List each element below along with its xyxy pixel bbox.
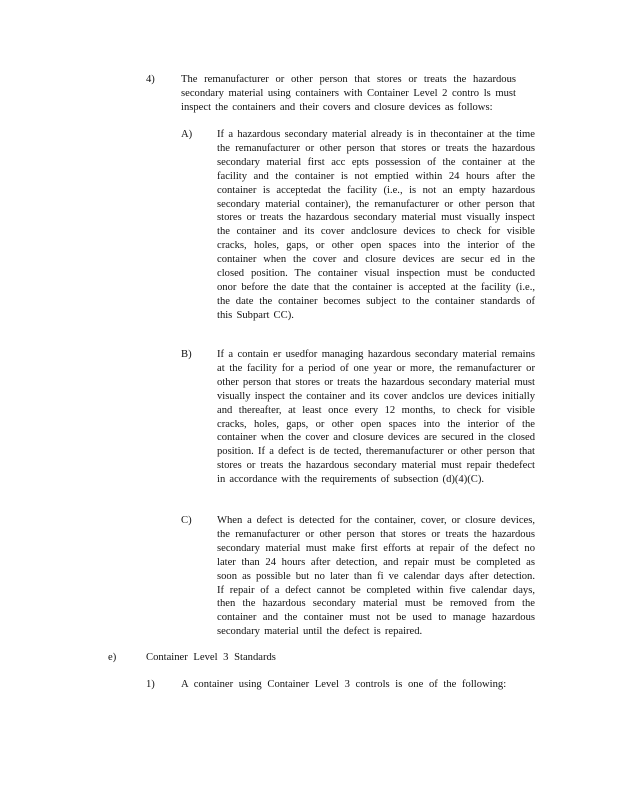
subitem-b-number: B) — [181, 349, 192, 360]
item-4-text: The remanufacturer or other person that stores or treats the hazardous secondary material using containers with Container Level 2 contro ls must inspect the containers and their covers and closure devices as follows: — [181, 74, 516, 113]
subitem-b-text: If a contain er usedfor managing hazardous secondary material remains at the facility for a period of one year or more, the remanufacturer or other person that stores or treats the hazardous secondary material must visually inspect the container and its cover andclos ure devices initially and thereafter, at least once every 12 months, to check for visible cracks, holes, gaps, or other open spaces into the interior of the container when the cover and closure devices are secured in the closed position. If a defect is de tected, theremanufacturer or other person that stores or treats the hazardous secondary material must repair thedefect in accordance with the requirements of subsection (d)(4)(C). — [217, 349, 535, 486]
item-4-number: 4) — [146, 74, 155, 85]
subitem-a-number: A) — [181, 129, 193, 140]
item-1-text: A container using Container Level 3 controls is one of the following: — [181, 679, 507, 690]
subitem-a-text: If a hazardous secondary material already is in thecontainer at the time the remanufacturer or other person that stores or treats the hazardous secondary material first acc epts possession of the container at the facility and the container is not emptied within 24 hours after the container is acceptedat the facility (i.e., is not an empty hazardous secondary material container), the remanufacturer or other person that stores or treats the hazardous secondary material must visually inspect the container and its cover andclosure devices to check for visible cracks, holes, gaps, or other open spaces into the interior of the container when the cover and closure devices are secur ed in the closed position. The container visual inspection must be conducted onor before the date that the container is accepted at the facility (i.e., the date the container becomes subject to the container standards of this Subpart CC). — [217, 129, 535, 321]
item-1-number: 1) — [146, 679, 155, 690]
section-e-number: e) — [108, 652, 117, 663]
section-e-heading: Container Level 3 Standards — [146, 652, 276, 663]
subitem-c-text: When a defect is detected for the container, cover, or closure devices, the remanufacturer or other person that stores or treats the hazardous secondary material must make first efforts at repair of the defect no later than 24 hours after detection, and repair must be completed as soon as possible but no later than fi ve calendar days after detection. If repair of a defect cannot be completed within five calendar days, then the hazardous secondary material must be removed from the container and the container must not be used to manage hazardous secondary material until the defect is repaired. — [217, 515, 535, 638]
subitem-c-number: C) — [181, 515, 192, 526]
